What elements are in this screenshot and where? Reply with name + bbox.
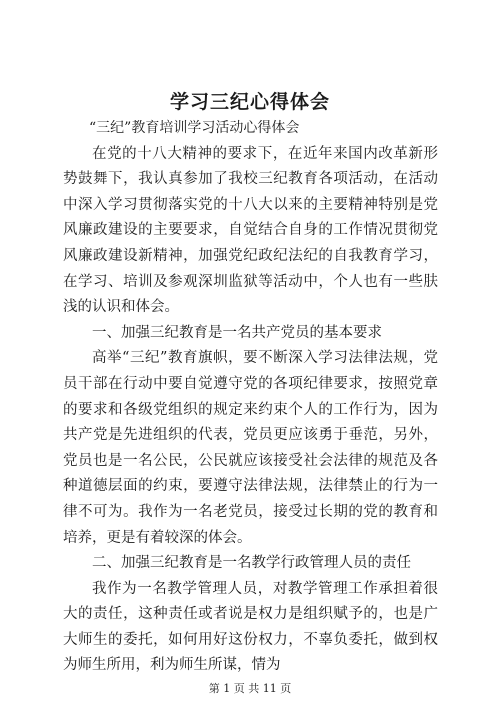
section-heading-1: 一、加强三纪教育是一名共产党员的基本要求 <box>92 324 382 341</box>
document-body <box>63 116 438 679</box>
page-footer: 第 1 页 共 11 页 <box>208 682 292 695</box>
document-title: 学习三纪心得体会 <box>169 91 330 113</box>
paragraph-section-2: 我作为一名教学管理人员，对教学管理工作承担着很大的责任，这种责任或者说是权力是组织赋予的，也是广大师生的委托，如何用好这份权力，不辜负委托，做到权为师生所用，利为师生所谋，情为 <box>63 580 438 674</box>
paragraph-intro: 在党的十八大精神的要求下，在近年来国内改革新形势鼓舞下，我认真参加了我校三纪教育各项活动，在活动中深入学习贯彻落实党的十八大以来的主要精神特别是党风廉政建设的主要要求，自觉结合自身的工作情况贯彻党风廉政建设新精神，加强党纪政纪法纪的自我教育学习，在学习、培训及参观深圳监狱等活动中，个人也有一些肤浅的认识和体会。 <box>63 145 438 316</box>
section-heading-2: 二、加强三纪教育是一名教学行政管理人员的责任 <box>92 555 411 572</box>
paragraph-section-1: 高举“三纪”教育旗帜，要不断深入学习法律法规，党员干部在行动中要自觉遵守党的各项纪律要求，按照党章的要求和各级党组织的规定来约束个人的工作行为，因为共产党是先进组织的代表，党员更应该勇于垂范，另外，党员也是一名公民，公民就应该接受社会法律的规范及各种道德层面的约束，要遵守法律法规，法律禁止的行为一律不可为。我作为一名老党员，接受过长期的党的教育和培养，更是有着较深的体会。 <box>63 350 438 546</box>
document-subtitle: “三纪”教育培训学习活动心得体会 <box>89 120 300 136</box>
